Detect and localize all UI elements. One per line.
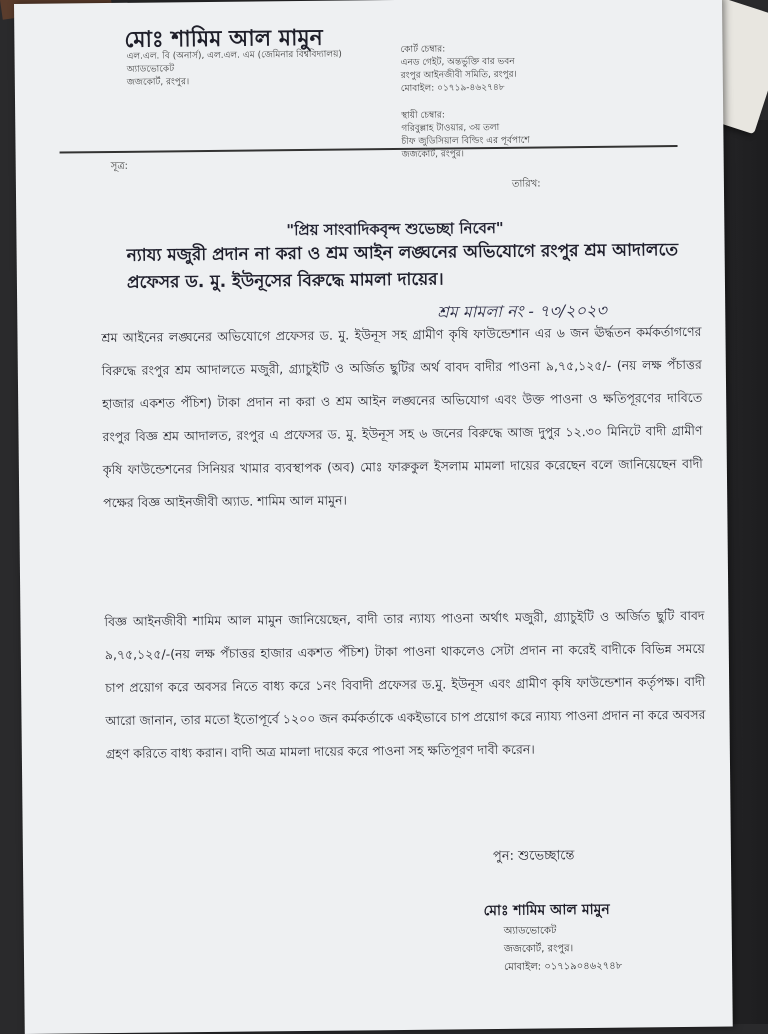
headline: ন্যায্য মজুরী প্রদান না করা ও শ্রম আইন লঙ্ঘনের অভিযোগে রংপুর শ্রম আদালতে প্রফেসর ড. মু. ইউনূসের বিরুদ্ধে মামলা দায়ের।: [126, 240, 679, 293]
chamber-label: কোর্ট চেম্বার:: [400, 44, 446, 55]
handwritten-case-number: শ্রম মামলা নং - ৭৩/২০২৩: [437, 300, 607, 322]
body-paragraph-2: বিজ্ঞ আইনজীবী শামিম আল মামুন জানিয়েছেন, বাদী তার ন্যায্য পাওনা অর্থাৎ মজুরী, গ্র্যাচুইটি ও অর্জিত ছুটি বাবদ ৯,৭৫,১২৫/-(নয় লক্ষ পঁচাত্তর হাজার একশত পঁচিশ) টাকা পাওনা থাকলেও সেটা প্রদান না করেই বাদীকে বিভিন্ন সময়ে চাপ প্রয়োগ করে অবসর নিতে বাধ্য করে ১নং বিবাদী প্রফেসর ড.মু. ইউনূস এবং গ্রামীণ কৃষি ফাউন্ডেশান কর্তৃপক্ষ। বাদী আরো জানান, তার মতো ইতোপূর্বে ১২০০ জন কর্মকর্তাকে একইভাবে চাপ প্রয়োগ করে ন্যায্য পাওনা প্রদান না করে অবসর গ্রহণ করিতে বাধ্য করান। বাদী অত্র মামলা দায়ের করে পাওনা সহ ক্ষতিপূরণ দাবী করেন।: [104, 607, 706, 762]
chamber-line1: এনড গেইট, অন্তর্ভুক্তি বার ভবন: [400, 56, 515, 68]
chamber-line2: রংপুর আইনজীবী সমিতি, রংপুর।: [400, 69, 517, 81]
qualifications: এল.এল. বি (অনার্স), এল.এল. এম (জেমিনার বিশ্ববিদ্যালয়): [126, 49, 342, 62]
body-paragraph-1: শ্রম আইনের লঙ্ঘনের অভিযোগে প্রফেসর ড. মু. ইউনূস সহ গ্রামীণ কৃষি ফাউন্ডেশান এর ৬ জন ঊর্দ্ধতন কর্মকর্তাগণের বিরুদ্ধে রংপুর শ্রম আদালতে মজুরী, গ্র্যাচুইটি ও অর্জিত ছুটির অর্থ বাবদ বাদীর পাওনা ৯,৭৫,১২৫/- (নয় লক্ষ পঁচাত্তর হাজার একশত পঁচিশ) টাকা প্রদান না করা ও শ্রম আইন লঙ্ঘনের অভিযোগ এবং উক্ত পাওনা ও ক্ষতিপূরণের দাবিতে রংপুর বিজ্ঞ শ্রম আদালত, রংপুর এ প্রফেসর ড. মু. ইউনূস সহ ৬ জনের বিরুদ্ধে আজ দুপুর ১২.৩০ মিনিটে বাদী গ্রামীণ কৃষি ফাউন্ডেশনের সিনিয়র খামার ব্যবস্থাপক (অব) মোঃ ফারুকুল ইসলাম মামলা দায়ের করেছেন বলে জানিয়েছেন বাদী পক্ষের বিজ্ঞ আইনজীবী অ্যাড. শামিম আল মামুন।: [101, 323, 703, 511]
chamber-phone: মোবাইল: ০১৭১৯-৪৬২৭৪৮: [400, 82, 505, 94]
court-name: জজকোর্ট, রংপুর।: [126, 77, 190, 88]
press-release-page: [14, 0, 733, 1034]
signature-title: অ্যাডভোকেট: [503, 925, 557, 937]
home-label: স্থায়ী চেম্বার:: [401, 110, 445, 121]
date-label: তারিখ:: [511, 178, 541, 190]
advocate-title: অ্যাডভোকেট: [126, 64, 175, 75]
home-line2: চীফ জুডিসিয়াল বিল্ডিং এর পূর্বপাশে: [401, 135, 530, 147]
letterhead-left: [126, 48, 356, 89]
home-line1: গরিবুল্লাহ টাওয়ার, ৩য় তলা: [401, 122, 500, 134]
greeting-line: "প্রিয় সাংবাদিকবৃন্দ শুভেচ্ছা নিবেন": [286, 218, 504, 240]
closing-line: পুন: শুভেচ্ছান্তে: [492, 848, 575, 865]
reference-label: সূত্র:: [110, 160, 129, 172]
letterhead-name: মোঃ শামিম আল মামুন: [124, 25, 323, 53]
signature-court: জজকোর্ট, রংপুর।: [503, 943, 574, 955]
signature-name: মোঃ শামিম আল মামুন: [483, 901, 610, 920]
court-chamber-block: [400, 42, 621, 96]
home-line3: জজকোর্ট, রংপুর।: [401, 149, 465, 160]
signature-phone: মোবাইল: ০১৭১৯০৪৬২৭৪৮: [504, 960, 623, 973]
home-chamber-block: [401, 108, 622, 162]
signature-block: [483, 897, 684, 977]
